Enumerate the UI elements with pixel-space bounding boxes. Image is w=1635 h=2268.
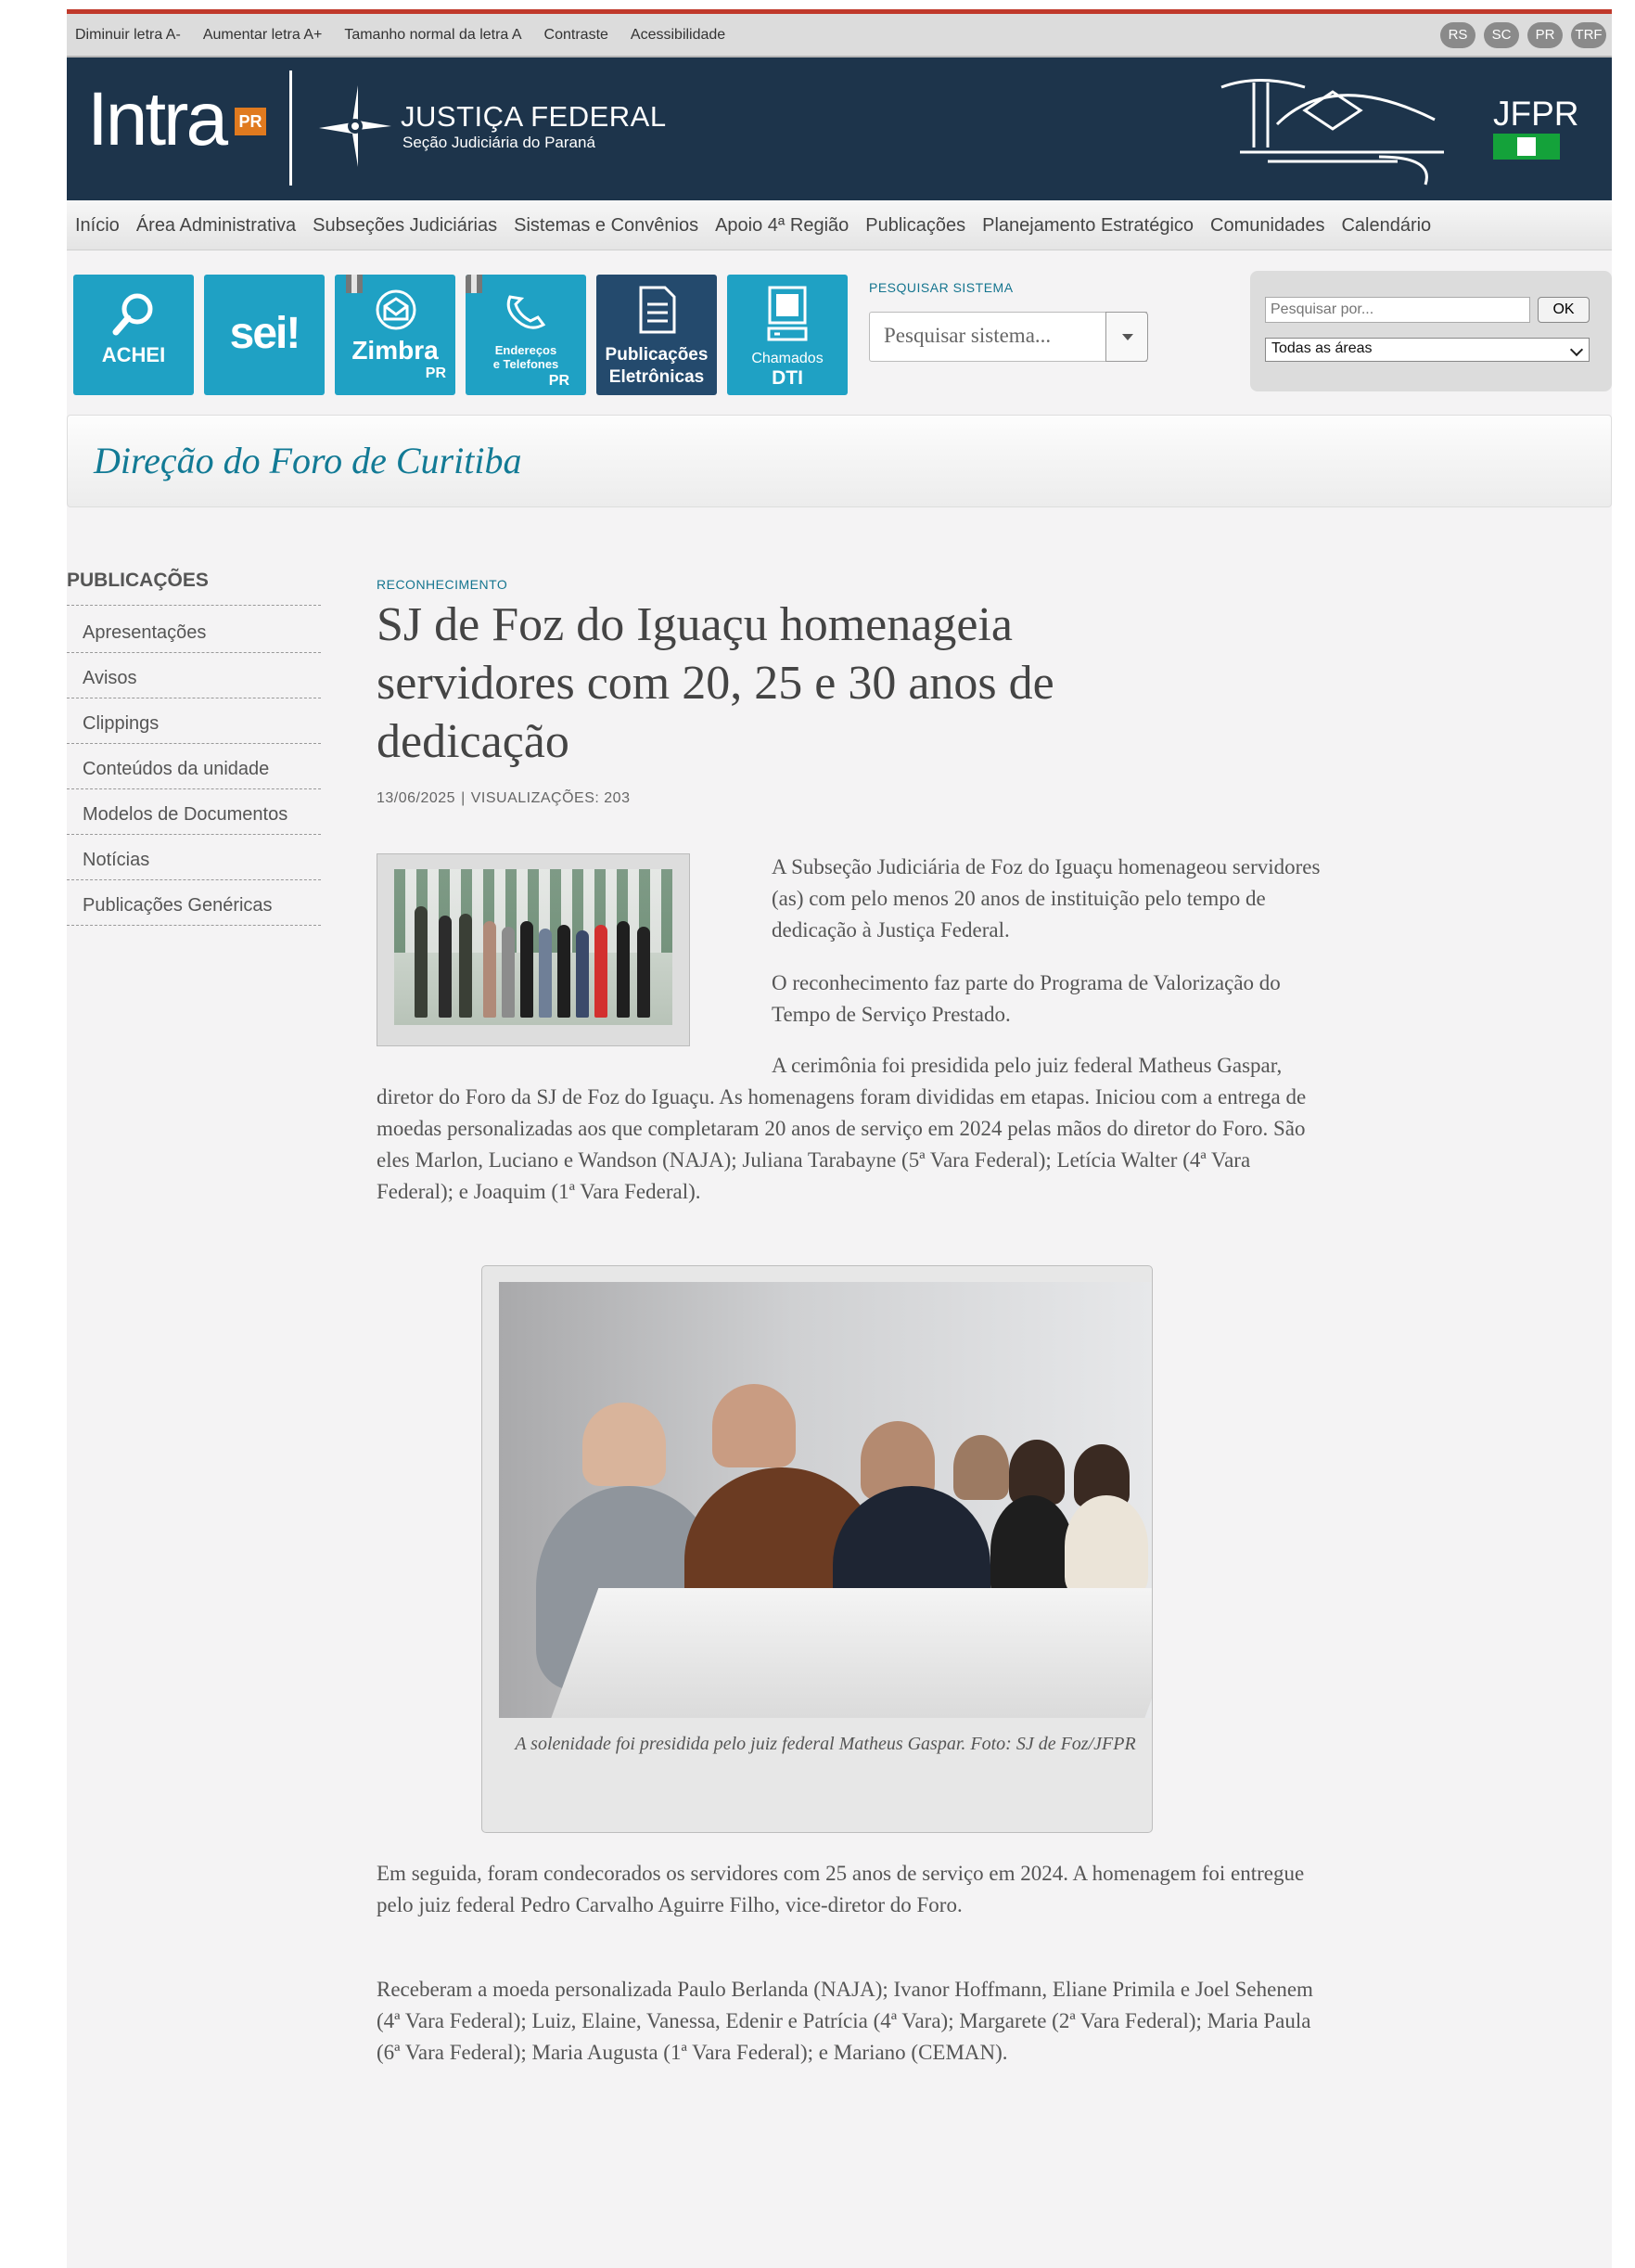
main-nav [67,200,1612,250]
article-meta: 13/06/2025 | VISUALIZAÇÕES: 203 [377,790,631,806]
achei-tile[interactable] [73,275,194,395]
publicacoes-label-2: Eletrônicas [608,367,705,387]
article-kicker[interactable]: RECONHECIMENTO [377,577,508,592]
sidebar-item-apresentacoes[interactable]: Apresentações [67,608,321,653]
nav-publicacoes[interactable]: Publicações [865,215,966,236]
chamados-dti-tile[interactable] [727,275,848,395]
org-title: JUSTIÇA FEDERAL [401,100,667,133]
publicacoes-label-1: Publicações [605,345,709,365]
intra-logo-badge: PR [235,108,266,135]
chamados-label-2: DTI [772,367,803,389]
publicacoes-eletronicas-tile[interactable] [596,275,717,395]
nav-subsecoes-judiciarias[interactable]: Subseções Judiciárias [313,215,498,236]
accessibility-links [75,27,747,44]
ceremony-photo-image[interactable] [499,1282,1152,1718]
phone-icon [503,291,549,332]
site-search-panel [1250,271,1612,391]
sidebar-item-publicacoes-genericas[interactable]: Publicações Genéricas [67,880,321,926]
nav-planejamento-estrategico[interactable]: Planejamento Estratégico [982,215,1194,236]
sidebar-title: PUBLICAÇÕES [67,570,321,606]
normal-font-link[interactable]: Tamanho normal da letra A [344,27,522,43]
sei-label: sei! [229,309,300,358]
region-pr-button[interactable]: PR [1527,22,1563,48]
decrease-font-link[interactable]: Diminuir letra A- [75,27,181,43]
sidebar-item-noticias[interactable]: Notícias [67,835,321,880]
section-title: Direção do Foro de Curitiba [94,440,522,481]
justica-federal-symbol-icon [317,83,393,169]
zimbra-sub-label: PR [425,365,446,381]
enderecos-label-1: Endereços [494,343,557,357]
page [67,9,1612,2268]
site-search-ok-button[interactable]: OK [1538,297,1590,323]
document-icon [637,284,678,336]
header-divider [289,70,292,186]
article-paragraph-5: Receberam a moeda personalizada Paulo Berlanda (NAJA); Ivanor Hoffmann, Eliane Primila e Joel Sehenem (4ª Vara Federal); Luiz, Elaine, Vanessa, Edenir e Patrícia (4ª Vara); Margarete (2ª Vara Federal); Maria Paula (6ª Vara Federal); Maria Augusta (1ª Vara Federal); e Mariano (CEMAN). [377,1978,1313,2064]
article-paragraph-4: Em seguida, foram condecorados os servidores com 25 anos de serviço em 2024. A homenagem foi entregue pelo juiz federal Pedro Carvalho Aguirre Filho, vice-diretor do Foro. [377,1862,1305,1916]
site-header [67,58,1612,200]
article-figure [481,1265,1153,1833]
mail-icon [376,289,416,330]
org-subtitle: Seção Judiciária do Paraná [402,134,595,151]
region-trf-button[interactable]: TRF [1571,22,1606,48]
system-search-dropdown-button[interactable] [1105,312,1148,362]
magnifier-icon [112,291,155,338]
accessibility-bar [67,9,1612,58]
nav-comunidades[interactable]: Comunidades [1210,215,1325,236]
sidebar-item-modelos-de-documentos[interactable]: Modelos de Documentos [67,789,321,835]
contrast-link[interactable]: Contraste [543,27,608,43]
nav-apoio-4-regiao[interactable]: Apoio 4ª Região [715,215,849,236]
system-search-label: PESQUISAR SISTEMA [869,280,1014,295]
sidebar-item-avisos[interactable]: Avisos [67,653,321,698]
chamados-label-1: Chamados [751,351,824,366]
achei-label: ACHEI [101,343,166,366]
enderecos-label-2: e Telefones [492,357,559,371]
region-rs-button[interactable]: RS [1440,22,1475,48]
article-date: 13/06/2025 [377,790,456,806]
article-views: VISUALIZAÇÕES: 203 [470,790,631,806]
jfpr-brand: JFPR [1493,95,1579,133]
parana-flag-icon [1493,134,1560,160]
building-icon [1212,69,1481,189]
nav-sistemas-e-convenios[interactable]: Sistemas e Convênios [514,215,699,236]
enderecos-sub-label: PR [548,373,569,389]
computer-icon [766,284,809,345]
figure-caption: A solenidade foi presidida pelo juiz federal Matheus Gaspar. Foto: SJ de Foz/JFPR [515,1734,1136,1754]
group-photo-image [394,869,672,1025]
accessibility-link[interactable]: Acessibilidade [630,27,726,43]
sidebar-item-conteudos-da-unidade[interactable]: Conteúdos da unidade [67,744,321,789]
nav-area-administrativa[interactable]: Área Administrativa [135,215,297,236]
article-paragraph-2: O reconhecimento faz parte do Programa de Valorização do Tempo de Serviço Prestado. [772,971,1281,1026]
region-sc-button[interactable]: SC [1484,22,1519,48]
article-thumbnail[interactable] [377,853,690,1046]
site-search-input[interactable] [1265,297,1530,323]
nav-calendario[interactable]: Calendário [1341,215,1432,236]
increase-font-link[interactable]: Aumentar letra A+ [202,27,323,43]
intra-logo[interactable]: Intra [87,77,226,161]
sidebar-item-clippings[interactable]: Clippings [67,698,321,744]
section-title-bar [67,415,1612,507]
region-links [1432,22,1606,48]
article-paragraph-3: A cerimônia foi presidida pelo juiz federal Matheus Gaspar, diretor do Foro da SJ de Foz do Iguaçu. As homenagens foram divididas em etapas. Iniciou com a entrega de moedas personalizadas aos que completaram 20 anos de serviço em 2024 pelas mãos do diretor do Foro. São eles Marlon, Luciano e Wandson (NAJA); Juliana Tarabayne (5ª Vara Federal); Letícia Walter (4ª Vara Federal); e Joaquim (1ª Vara Federal). [377,1054,1307,1203]
nav-inicio[interactable]: Início [75,215,120,236]
enderecos-tile[interactable] [466,275,586,395]
article-paragraph-1: A Subseção Judiciária de Foz do Iguaçu homenageou servidores (as) com pelo menos 20 anos de instituição pelo tempo de dedicação à Justiça Federal. [772,855,1321,942]
search-area-select[interactable]: Todas as áreas [1265,338,1590,362]
zimbra-tile[interactable] [335,275,455,395]
sei-tile[interactable] [204,275,325,395]
system-search-input[interactable]: Pesquisar sistema... [869,312,1147,362]
article-title: SJ de Foz do Iguaçu homenageia servidores com 20, 25 e 30 anos de dedicação [377,598,1054,768]
zimbra-label: Zimbra [351,336,439,365]
